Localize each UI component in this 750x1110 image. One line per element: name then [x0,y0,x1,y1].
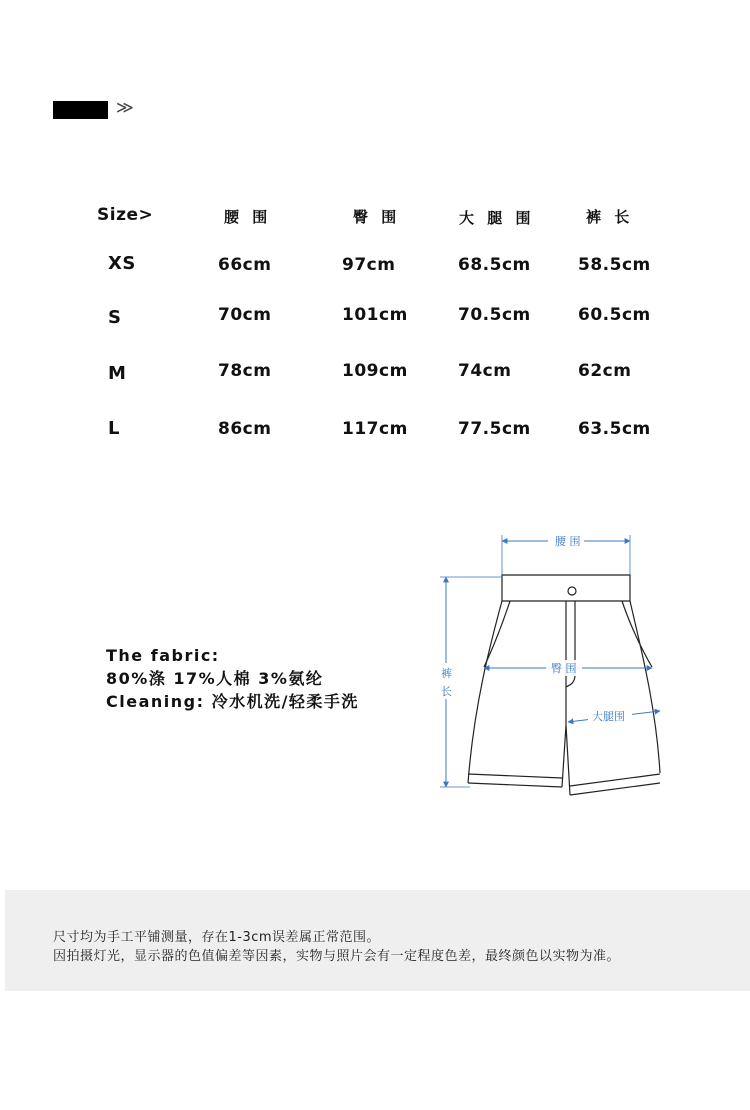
fabric-composition: 80%涤 17%人棉 3%氨纶 [106,669,324,688]
table-header-waist: 腰 围 [224,208,272,226]
table-cell-size: M [108,363,127,384]
table-cell-thigh: 74cm [458,361,512,381]
cleaning-instructions: Cleaning: 冷水机洗/轻柔手洗 [106,692,359,711]
table-cell-thigh: 68.5cm [458,255,531,275]
note-line-color: 因拍摄灯光，显示器的色值偏差等因素，实物与照片会有一定程度色差，最终颜色以实物为准。 [53,949,621,964]
measurement-note-panel [5,890,750,991]
table-cell-size: S [108,307,122,328]
shorts-measurement-diagram [430,525,670,815]
table-cell-waist: 66cm [218,255,272,275]
table-cell-length: 63.5cm [578,419,651,439]
table-cell-length: 62cm [578,361,632,381]
diagram-label-length-top: 裤 [441,667,452,680]
table-cell-hip: 97cm [342,255,396,275]
double-chevron-right-icon: ≫ [116,98,134,118]
shorts-outline [468,575,660,795]
table-cell-thigh: 77.5cm [458,419,531,439]
table-cell-length: 58.5cm [578,255,651,275]
table-cell-hip: 117cm [342,419,408,439]
diagram-label-length-bottom: 长 [441,685,452,698]
table-header-hip: 臀 围 [353,208,401,226]
table-cell-hip: 109cm [342,361,408,381]
table-header-length: 裤 长 [586,208,634,226]
diagram-label-waist: 腰 围 [555,535,581,548]
table-cell-hip: 101cm [342,305,408,325]
fabric-heading: The fabric: [106,646,220,665]
diagram-label-hip: 臀 围 [551,662,577,675]
table-header-size: Size> [97,205,154,225]
note-line-measurement: 尺寸均为手工平铺测量，存在1-3cm误差属正常范围。 [53,930,381,945]
table-cell-waist: 78cm [218,361,272,381]
size-table [0,0,750,470]
table-cell-size: XS [108,253,136,274]
table-header-thigh: 大 腿 围 [459,209,535,227]
table-cell-waist: 70cm [218,305,272,325]
table-cell-thigh: 70.5cm [458,305,531,325]
diagram-label-thigh: 大腿围 [592,710,625,723]
table-cell-size: L [108,418,120,439]
table-cell-length: 60.5cm [578,305,651,325]
fabric-info [106,644,359,713]
table-cell-waist: 86cm [218,419,272,439]
